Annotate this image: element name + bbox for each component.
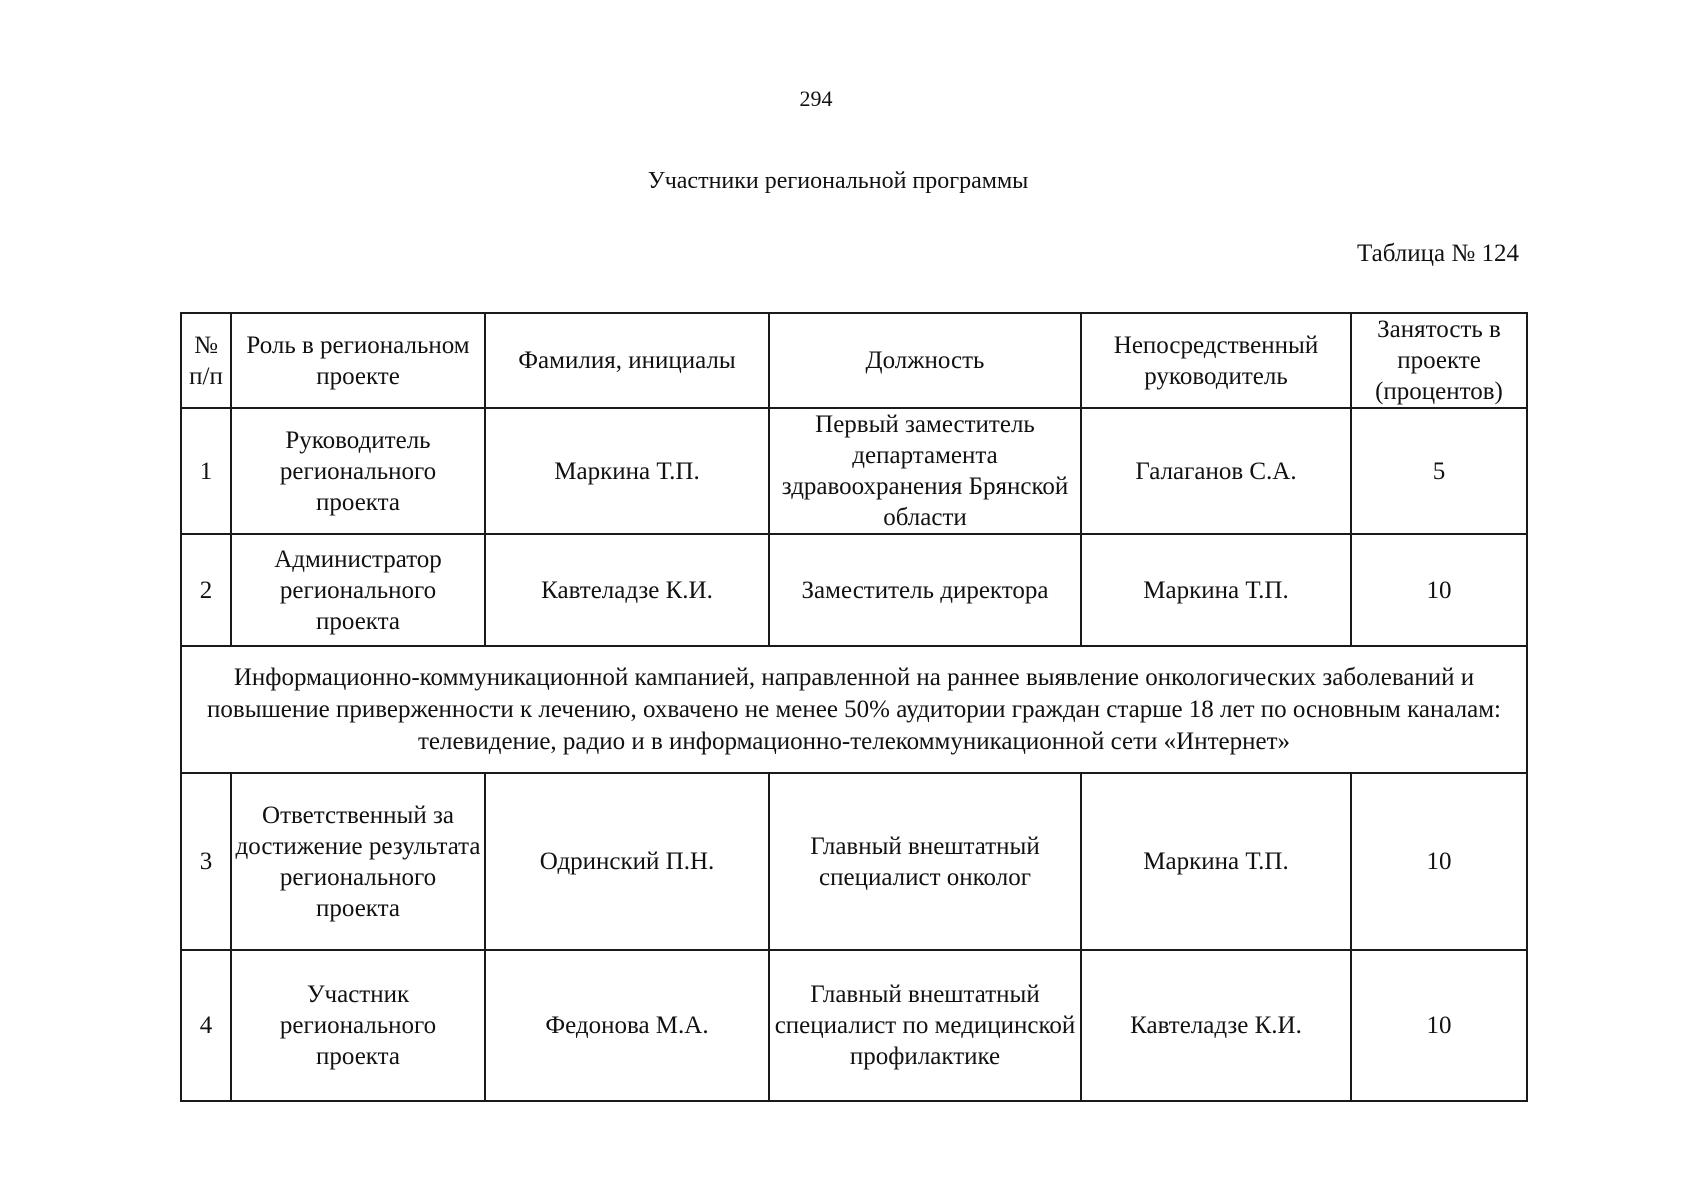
cell-position: Первый заместитель департамента здравоохранения Брянской области <box>769 408 1081 534</box>
column-header-employment: Занятость в проекте (процентов) <box>1351 313 1527 408</box>
table-header-row <box>181 313 1527 408</box>
table-row <box>181 773 1527 950</box>
cell-number: 3 <box>181 773 231 950</box>
column-header-role: Роль в региональном проекте <box>231 313 485 408</box>
cell-role: Руководитель регионального проекта <box>231 408 485 534</box>
cell-number: 2 <box>181 534 231 646</box>
column-header-position: Должность <box>769 313 1081 408</box>
cell-name: Федонова М.А. <box>485 950 769 1101</box>
cell-employment: 10 <box>1351 950 1527 1101</box>
cell-role: Администратор регионального проекта <box>231 534 485 646</box>
cell-position: Главный внештатный специалист по медицинской профилактике <box>769 950 1081 1101</box>
participants-table <box>180 312 1528 1102</box>
cell-number: 1 <box>181 408 231 534</box>
cell-number: 4 <box>181 950 231 1101</box>
column-header-supervisor: Непосредственный руководитель <box>1081 313 1351 408</box>
cell-name: Одринский П.Н. <box>485 773 769 950</box>
cell-supervisor: Кавтеладзе К.И. <box>1081 950 1351 1101</box>
column-header-name: Фамилия, инициалы <box>485 313 769 408</box>
section-row <box>181 646 1527 773</box>
cell-supervisor: Галаганов С.А. <box>1081 408 1351 534</box>
cell-supervisor: Маркина Т.П. <box>1081 534 1351 646</box>
column-header-number: № п/п <box>181 313 231 408</box>
cell-employment: 10 <box>1351 773 1527 950</box>
table-row <box>181 950 1527 1101</box>
table-caption: Таблица № 124 <box>1356 240 1519 267</box>
cell-supervisor: Маркина Т.П. <box>1081 773 1351 950</box>
cell-name: Кавтеладзе К.И. <box>485 534 769 646</box>
table-row <box>181 534 1527 646</box>
cell-role: Ответственный за достижение результата регионального проекта <box>231 773 485 950</box>
section-row-text: Информационно-коммуникационной кампанией, направленной на раннее выявление онкологических заболеваний и повышение приверженности к лечению, охвачено не менее 50% аудитории граждан старше 18 лет по основным каналам: телевидение, радио и в информационно-телекоммуникационной сети «Интернет» <box>181 646 1527 773</box>
document-title: Участники региональной программы <box>647 168 1029 194</box>
cell-employment: 10 <box>1351 534 1527 646</box>
cell-position: Заместитель директора <box>769 534 1081 646</box>
table-row <box>181 408 1527 534</box>
cell-role: Участник регионального проекта <box>231 950 485 1101</box>
cell-employment: 5 <box>1351 408 1527 534</box>
page-number: 294 <box>799 86 833 111</box>
cell-name: Маркина Т.П. <box>485 408 769 534</box>
cell-position: Главный внештатный специалист онколог <box>769 773 1081 950</box>
